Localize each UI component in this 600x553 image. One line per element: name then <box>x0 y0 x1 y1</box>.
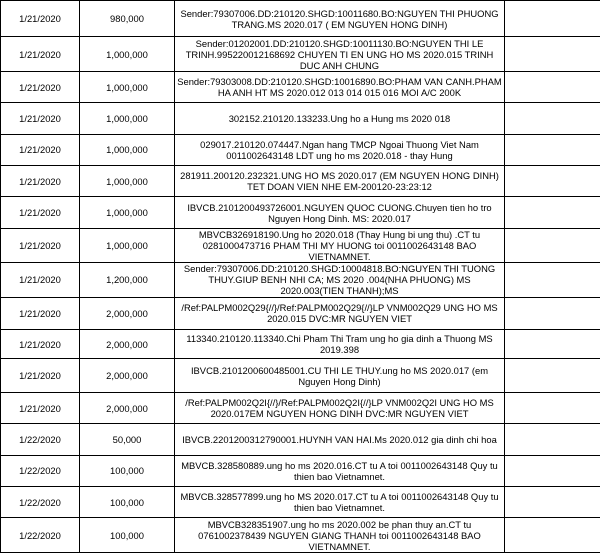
empty-cell <box>505 166 600 197</box>
table-row <box>1 297 600 329</box>
empty-cell <box>505 487 600 518</box>
empty-cell <box>505 424 600 455</box>
amount-cell: 1,000,000 <box>80 103 175 134</box>
description-cell: /Ref:PALPM002Q29{//}/Ref:PALPM002Q29{//}LP VNM002Q29 UNG HO MS 2020.015 DVC:MR NGUYEN VIET <box>175 297 505 329</box>
amount-cell: 1,000,000 <box>80 71 175 102</box>
date-cell: 1/21/2020 <box>1 103 80 134</box>
description-cell: 029017.210120.074447.Ngan hang TMCP Ngoai Thuong Viet Nam 0011002643148 LDT ung ho ms 2020.018 - thay Hung <box>175 134 505 165</box>
date-cell: 1/21/2020 <box>1 392 80 423</box>
amount-cell: 100,000 <box>80 487 175 518</box>
amount-cell: 2,000,000 <box>80 359 175 392</box>
description-cell: 302152.210120.133233.Ung ho a Hung ms 2020 018 <box>175 103 505 134</box>
date-cell: 1/21/2020 <box>1 37 80 71</box>
empty-cell <box>505 228 600 262</box>
empty-cell <box>505 392 600 423</box>
description-cell: IBVCB.2201200312790001.HUYNH VAN HAI.Ms 2020.012 gia dinh chi hoa <box>175 424 505 455</box>
description-cell: Sender:79307006.DD:210120.SHGD:10011680.BO:NGUYEN THI PHUONG TRANG.MS 2020.017 ( EM NGUYEN HONG DINH) <box>175 1 505 37</box>
date-cell: 1/21/2020 <box>1 263 80 297</box>
description-cell: Sender:79307006.DD:210120.SHGD:10004818.BO:NGUYEN THI TUONG THUY.GIUP BENH NHI CA; MS 2020 .004(NHA PHUONG) MS 2020.003(TIEN THANH);MS <box>175 263 505 297</box>
table-row <box>1 455 600 486</box>
empty-cell <box>505 359 600 392</box>
amount-cell: 2,000,000 <box>80 392 175 423</box>
amount-cell: 1,200,000 <box>80 263 175 297</box>
table-row <box>1 392 600 423</box>
table-row <box>1 359 600 392</box>
amount-cell: 980,000 <box>80 1 175 37</box>
amount-cell: 50,000 <box>80 424 175 455</box>
date-cell: 1/21/2020 <box>1 197 80 228</box>
date-cell: 1/21/2020 <box>1 228 80 262</box>
table-row <box>1 263 600 297</box>
date-cell: 1/22/2020 <box>1 487 80 518</box>
amount-cell: 2,000,000 <box>80 297 175 329</box>
empty-cell <box>505 263 600 297</box>
date-cell: 1/21/2020 <box>1 330 80 359</box>
description-cell: IBVCB.2101200600485001.CU THI LE THUY.ung ho MS 2020.017 (em Nguyen Hong Dinh) <box>175 359 505 392</box>
table-row <box>1 37 600 71</box>
date-cell: 1/21/2020 <box>1 297 80 329</box>
empty-cell <box>505 455 600 486</box>
description-cell: Sender:01202001.DD:210120.SHGD:10011130.BO:NGUYEN THI LE TRINH.995220012168692 CHUYEN TI EN UNG HO MS 2020.015 TRINH DUC ANH CHUNG <box>175 37 505 71</box>
amount-cell: 1,000,000 <box>80 197 175 228</box>
date-cell: 1/21/2020 <box>1 134 80 165</box>
table-row <box>1 103 600 134</box>
amount-cell: 1,000,000 <box>80 166 175 197</box>
description-cell: MBVCB.328577899.ung ho MS 2020.017.CT tu A toi 0011002643148 Quy tu thien bao Vietnamnet. <box>175 487 505 518</box>
transactions-body <box>1 1 600 553</box>
table-row <box>1 71 600 102</box>
empty-cell <box>505 297 600 329</box>
description-cell: 113340.210120.113340.Chi Pham Thi Tram ung ho gia dinh a Thuong MS 2019.398 <box>175 330 505 359</box>
description-cell: MBVCB328351907.ung ho ms 2020.002 be phan thuy an.CT tu 0761002378439 NGUYEN GIANG THANH toi 0011002643148 BAO VIETNAMNET. <box>175 518 505 553</box>
date-cell: 1/21/2020 <box>1 359 80 392</box>
empty-cell <box>505 1 600 37</box>
empty-cell <box>505 134 600 165</box>
table-row <box>1 166 600 197</box>
table-row <box>1 487 600 518</box>
empty-cell <box>505 71 600 102</box>
empty-cell <box>505 330 600 359</box>
amount-cell: 1,000,000 <box>80 134 175 165</box>
empty-cell <box>505 518 600 553</box>
table-row <box>1 1 600 37</box>
date-cell: 1/21/2020 <box>1 71 80 102</box>
description-cell: /Ref:PALPM002Q2I{//}/Ref:PALPM002Q2I{//}LP VNM002Q2I UNG HO MS 2020.017EM NGUYEN HONG DINH DVC:MR NGUYEN VIET <box>175 392 505 423</box>
description-cell: 281911.200120.232321.UNG HO MS 2020.017 (EM NGUYEN HONG DINH) TET DOAN VIEN NHE EM-200120-23:23:12 <box>175 166 505 197</box>
amount-cell: 1,000,000 <box>80 228 175 262</box>
amount-cell: 100,000 <box>80 518 175 553</box>
amount-cell: 1,000,000 <box>80 37 175 71</box>
empty-cell <box>505 103 600 134</box>
description-cell: MBVCB326918190.Ung ho 2020.018 (Thay Hung bi ung thu) .CT tu 0281000473716 PHAM THI MY HUONG toi 0011002643148 BAO VIETNAMNET. <box>175 228 505 262</box>
date-cell: 1/22/2020 <box>1 424 80 455</box>
amount-cell: 100,000 <box>80 455 175 486</box>
date-cell: 1/21/2020 <box>1 1 80 37</box>
empty-cell <box>505 37 600 71</box>
table-row <box>1 518 600 553</box>
description-cell: MBVCB.328580889.ung ho ms 2020.016.CT tu A toi 0011002643148 Quy tu thien bao Vietnamnet. <box>175 455 505 486</box>
date-cell: 1/22/2020 <box>1 518 80 553</box>
date-cell: 1/21/2020 <box>1 166 80 197</box>
description-cell: Sender:79303008.DD:210120.SHGD:10016890.BO:PHAM VAN CANH.PHAM HA ANH HT MS 2020.012 013 014 015 016 MOI A/C 200K <box>175 71 505 102</box>
date-cell: 1/22/2020 <box>1 455 80 486</box>
table-row <box>1 330 600 359</box>
empty-cell <box>505 197 600 228</box>
table-row <box>1 134 600 165</box>
description-cell: IBVCB.2101200493726001.NGUYEN QUOC CUONG.Chuyen tien ho tro Nguyen Hong Dinh. MS: 2020.017 <box>175 197 505 228</box>
amount-cell: 2,000,000 <box>80 330 175 359</box>
table-row <box>1 228 600 262</box>
table-row <box>1 424 600 455</box>
table-row <box>1 197 600 228</box>
